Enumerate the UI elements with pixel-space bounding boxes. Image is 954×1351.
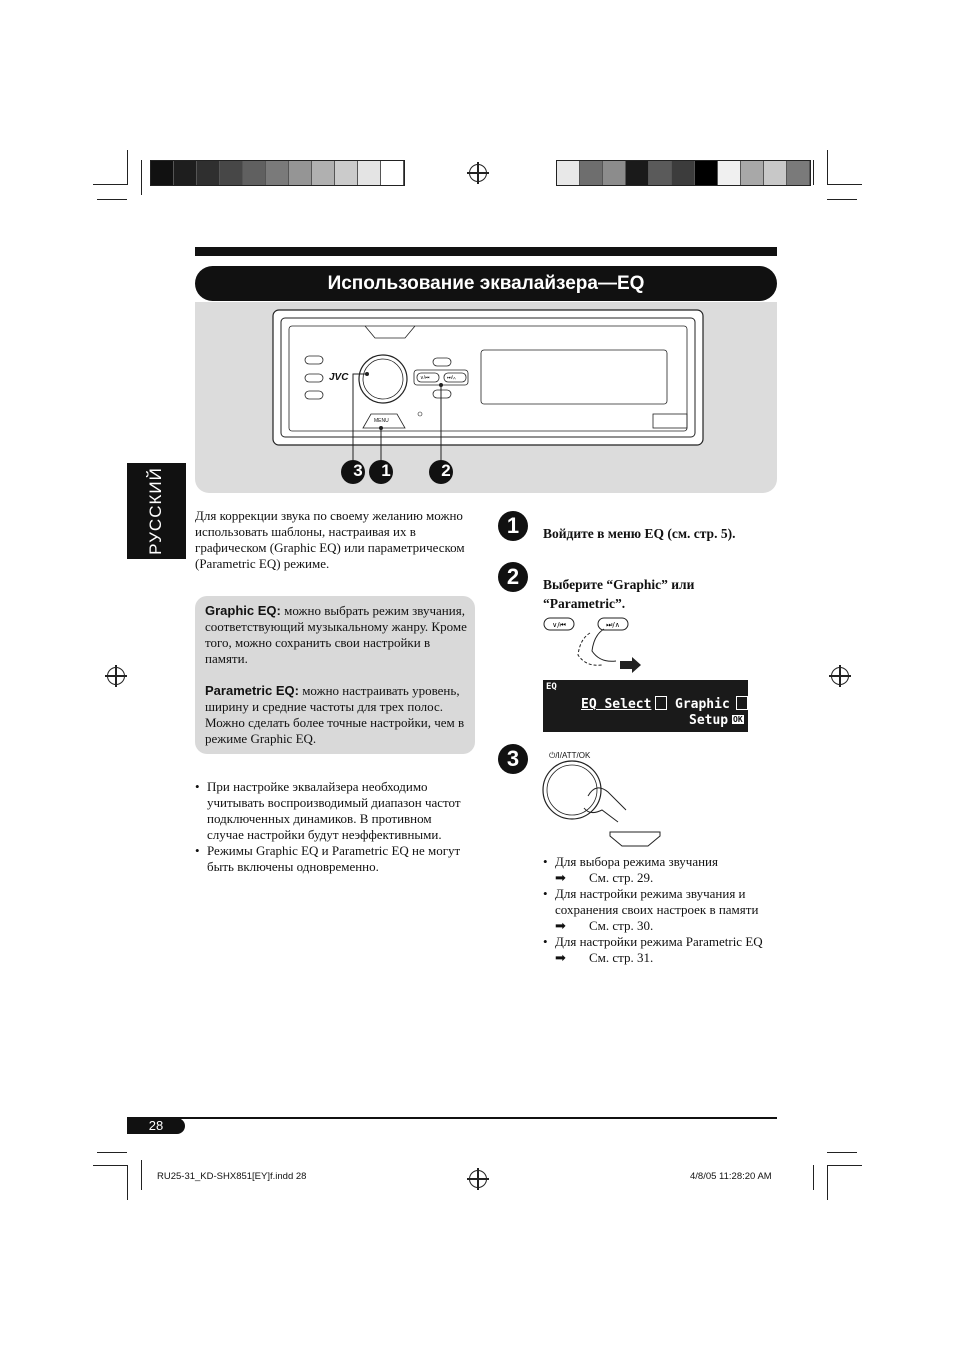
color-swatch <box>197 161 220 185</box>
color-swatch <box>557 161 580 185</box>
lcd-prev-icon <box>655 696 667 710</box>
color-swatch <box>358 161 381 185</box>
graphic-eq-note <box>205 603 470 667</box>
color-swatch <box>741 161 764 185</box>
color-swatch <box>312 161 335 185</box>
color-swatch <box>718 161 741 185</box>
crop-mark <box>827 150 828 185</box>
crop-mark <box>93 184 128 185</box>
top-rule <box>195 247 777 256</box>
color-swatch <box>603 161 626 185</box>
color-swatch <box>220 161 243 185</box>
crop-mark <box>827 199 857 200</box>
language-tab-label: РУССКИЙ <box>146 467 165 555</box>
page-reference: См. стр. 31. <box>589 950 654 965</box>
footer-date: 4/8/05 11:28:20 AM <box>690 1171 772 1182</box>
color-swatch <box>672 161 695 185</box>
menu-button-label: MENU <box>374 418 389 424</box>
list-item: • При настройке эквалайзера необходимо учитывать воспроизводимый диапазон частот подключенных динамиков. В противном случае настройки будут неэффективными. <box>195 779 463 843</box>
lcd-graphic: Graphic <box>675 697 730 712</box>
color-swatch <box>151 161 174 185</box>
registration-mark-icon <box>831 667 849 685</box>
step-3-bullet-list <box>543 854 768 966</box>
language-tab <box>127 463 186 559</box>
registration-mark-icon <box>469 1170 487 1188</box>
color-bar-right <box>556 160 811 186</box>
arrow-right-icon: ➡ <box>555 870 566 885</box>
list-item: • Режимы Graphic EQ и Parametric EQ не могут быть включены одновременно. <box>195 843 463 875</box>
crop-mark <box>141 1160 142 1190</box>
list-item: • Для настройки режима звучания и сохранения своих настроек в памяти ➡ См. стр. 30. <box>543 886 768 934</box>
registration-mark-icon <box>107 667 125 685</box>
color-swatch <box>649 161 672 185</box>
parametric-eq-label: Parametric EQ: <box>205 683 299 698</box>
knob-press-illustration <box>540 760 665 850</box>
lcd-eq-select: EQ Select <box>581 697 652 712</box>
down-prev-button-label: ∨/⏮ <box>420 375 430 381</box>
crop-mark <box>127 150 128 185</box>
step-1-number: 1 <box>498 511 528 541</box>
crop-mark <box>97 1152 127 1153</box>
lcd-display <box>543 680 748 732</box>
color-bar-left <box>150 160 405 186</box>
color-swatch <box>695 161 718 185</box>
page-number: 28 <box>127 1118 185 1134</box>
parametric-eq-note <box>205 683 470 747</box>
crop-mark <box>813 1165 814 1190</box>
step-1-text: Войдите в меню EQ (см. стр. 5). <box>543 526 736 541</box>
crop-mark <box>827 184 862 185</box>
color-swatch <box>381 161 404 185</box>
car-stereo-illustration <box>195 302 777 493</box>
crop-mark <box>127 1165 128 1200</box>
list-item: • Для выбора режима звучания ➡ См. стр. 29. <box>543 854 768 886</box>
brand-logo: JVC <box>329 372 349 383</box>
crop-mark <box>827 1165 862 1166</box>
lcd-corner-label: EQ <box>546 682 557 692</box>
bottom-rule <box>127 1117 777 1119</box>
step-2-number: 2 <box>498 562 528 592</box>
lcd-next-icon <box>736 696 748 710</box>
callout-2: 2 <box>441 461 451 480</box>
step-2-text: Выберите “Graphic” или “Parametric”. <box>543 577 695 611</box>
svg-text:∨/⏮: ∨/⏮ <box>552 621 566 629</box>
graphic-eq-label: Graphic EQ: <box>205 603 281 618</box>
color-swatch <box>335 161 358 185</box>
crop-mark <box>97 199 127 200</box>
color-swatch <box>580 161 603 185</box>
parametric-eq-text: можно настраивать уровень, ширину и средние частоты для трех полос. Можно сделать более точные настройки, чем в режиме Graphic EQ. <box>205 683 465 746</box>
crop-mark <box>827 1152 857 1153</box>
page-title: Использование эквалайзера—EQ <box>195 266 777 301</box>
color-swatch <box>243 161 266 185</box>
arrow-right-icon: ➡ <box>555 918 566 933</box>
page-reference: См. стр. 29. <box>589 870 654 885</box>
crop-mark <box>827 1165 828 1200</box>
intro-paragraph: Для коррекции звука по своему желанию можно использовать шаблоны, настраивая их в графическом (Graphic EQ) или параметрическом (Parametric EQ) режиме. <box>195 508 465 571</box>
step-3-number: 3 <box>498 744 528 774</box>
color-swatch <box>764 161 787 185</box>
crop-mark <box>813 160 814 185</box>
callout-1: 1 <box>381 461 391 480</box>
list-item: • Для настройки режима Parametric EQ ➡ См. стр. 31. <box>543 934 768 966</box>
callout-3: 3 <box>353 461 363 480</box>
knob-label: ⏻/I/ATT/OK <box>549 751 591 760</box>
lcd-ok: OK <box>733 715 743 724</box>
footer-file-name: RU25-31_KD-SHX851[EY]f.indd 28 <box>157 1171 307 1182</box>
svg-text:⏭/∧: ⏭/∧ <box>606 621 620 629</box>
left-bullet-list <box>195 779 463 875</box>
color-swatch <box>626 161 649 185</box>
graphic-eq-text: можно выбрать режим звучания, соответствующий музыкальному жанру. Кроме того, можно сохранить свои настройки в памяти. <box>205 603 467 666</box>
color-swatch <box>787 161 810 185</box>
color-swatch <box>174 161 197 185</box>
lcd-setup: Setup <box>689 713 729 728</box>
page-reference: См. стр. 30. <box>589 918 654 933</box>
color-swatch <box>266 161 289 185</box>
button-press-illustration <box>540 615 650 675</box>
arrow-right-icon: ➡ <box>555 950 566 965</box>
crop-mark <box>93 1165 128 1166</box>
registration-mark-icon <box>469 164 487 182</box>
crop-mark <box>141 160 142 195</box>
next-up-button-label: ⏭/∧ <box>447 375 456 381</box>
color-swatch <box>289 161 312 185</box>
